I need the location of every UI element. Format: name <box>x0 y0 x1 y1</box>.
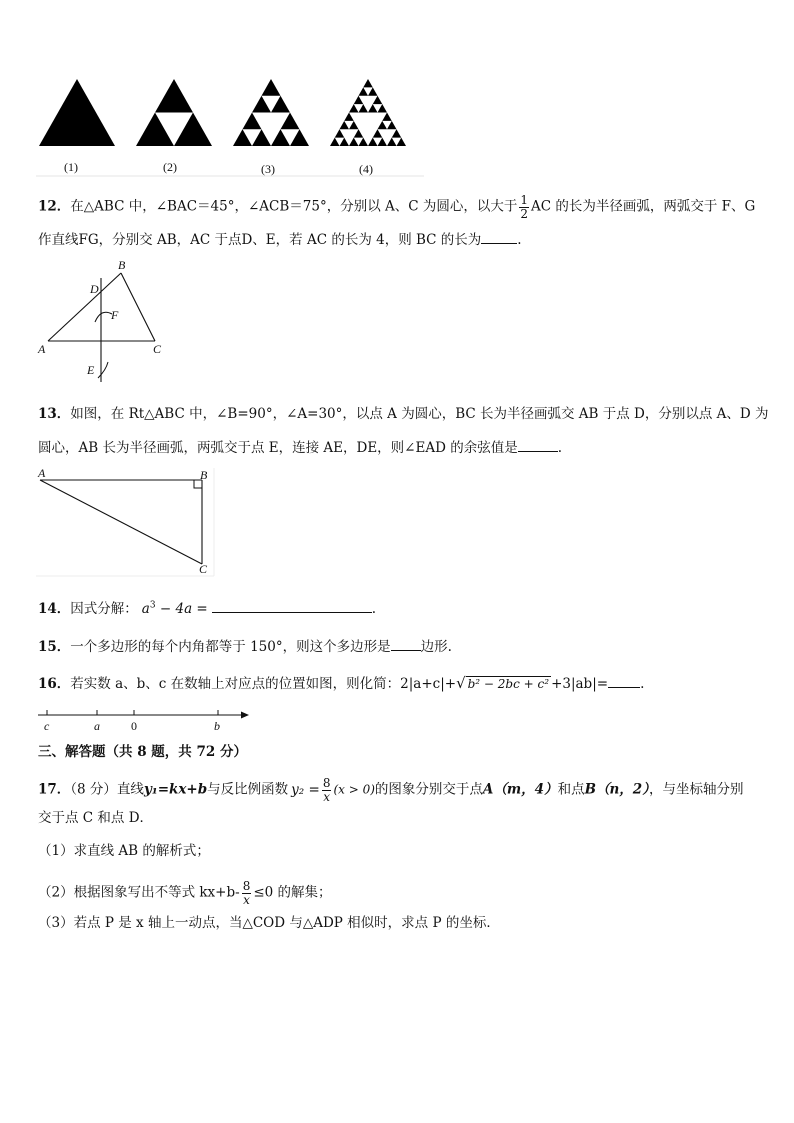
q15-number: 15． <box>38 639 71 655</box>
q16-text-a: 若实数 a、b、c 在数轴上对应点的位置如图，则化简：2|a+c|+ <box>70 676 457 692</box>
sierpinski-label-3: (3) <box>261 162 275 176</box>
q17-fraction <box>322 777 332 803</box>
q12-text-2: 作直线FG，分别交 AB，AC 于点D、E，若 AC 的长为 4，则 BC 的长为 <box>38 232 482 248</box>
q17-text-d: 和点 <box>557 781 585 798</box>
q12-triangle-diagram <box>34 256 174 386</box>
q17-sub2-fraction <box>242 880 252 906</box>
axis-label-0: 0 <box>131 719 137 733</box>
sqrt-icon: √ <box>456 674 466 692</box>
q17-sub2-b: ≤0 的解集； <box>253 884 332 901</box>
q17-number: 17． <box>38 781 71 798</box>
q17-line2: 交于点 C 和点 D． <box>38 810 154 826</box>
sierpinski-stage-3 <box>233 79 309 146</box>
q17-point-b: B（n，2） <box>584 781 649 798</box>
q12-label-D: D <box>90 282 99 296</box>
q16-text-b: +3|ab|= <box>551 676 609 692</box>
sierpinski-stage-4 <box>330 79 406 146</box>
q12-fraction <box>519 194 529 220</box>
q14-text: 因式分解： <box>70 601 138 617</box>
section3-heading: 三、解答题（共 8 题，共 72 分） <box>38 744 247 760</box>
q13-right-triangle <box>36 466 216 578</box>
q12-label-C: C <box>153 342 162 356</box>
q12-answer-blank[interactable] <box>481 231 517 244</box>
q13-line2 <box>38 439 562 456</box>
q16-answer-blank[interactable] <box>608 675 640 688</box>
q17-sub2-a: （2）根据图象写出不等式 kx+b- <box>38 884 240 901</box>
q13-period: . <box>557 440 563 456</box>
q13-figure <box>36 466 216 578</box>
q14-expr-sup: 3 <box>149 600 156 611</box>
q17-y2: y₂ = <box>291 781 320 798</box>
q12-figure <box>34 256 174 386</box>
q13-label-A: A <box>38 466 46 480</box>
sierpinski-figure <box>36 76 424 180</box>
q17-sub2-den: x <box>243 892 250 907</box>
q12-frac-num: 1 <box>520 193 528 207</box>
q13-label-B: B <box>200 468 208 482</box>
q15-text-a: 一个多边形的每个内角都等于 150°，则这个多边形是 <box>70 639 391 655</box>
q17-line1 <box>38 777 743 803</box>
q17-y1: y₁=kx+b <box>143 781 208 798</box>
q14-period: . <box>371 601 377 617</box>
axis-label-b: b <box>214 719 220 733</box>
q16-number: 16． <box>38 676 71 692</box>
q15-answer-blank[interactable] <box>391 638 421 651</box>
sierpinski-stage-1 <box>39 79 115 146</box>
q13-text-1: 如图，在 Rt△ABC 中，∠B=90°，∠A=30°，以点 A 为圆心，BC 长为半径画弧交 AB 于点 D，分别以点 A、D 为 <box>70 406 769 422</box>
q17-text-c: 的图象分别交于点 <box>374 781 483 798</box>
q15-text-b: 边形. <box>420 639 452 655</box>
q16-period: . <box>640 676 645 692</box>
q12-text-1a: 在△ABC 中，∠BAC＝45°，∠ACB＝75°，分别以 A、C 为圆心，以大于 <box>70 198 518 215</box>
q17-frac-den: x <box>323 789 331 804</box>
sierpinski-label-2: (2) <box>163 160 177 174</box>
q12-text-1b: AC 的长为半径画弧，两弧交于 F、G <box>531 198 756 215</box>
q16-number-line <box>36 706 252 736</box>
q13-text-2: 圆心，AB 长为半径画弧，两弧交于点 E，连接 AE，DE，则∠EAD 的余弦值是 <box>38 440 518 456</box>
q12-line2 <box>38 231 522 248</box>
q17-sub3: （3）若点 P 是 x 轴上一动点，当△COD 与△ADP 相似时，求点 P 的坐标． <box>38 915 500 931</box>
q17-text-a: 直线 <box>116 781 144 798</box>
q12-label-B: B <box>118 258 126 272</box>
sierpinski-label-1: (1) <box>64 160 78 174</box>
q17-score: （8 分） <box>70 781 117 798</box>
q13-line1 <box>38 408 769 422</box>
q17-sub1: （1）求直线 AB 的解析式； <box>38 843 210 859</box>
q17-condition: (x > 0) <box>333 782 375 797</box>
q12-frac-den: 2 <box>520 206 528 221</box>
q17-point-a: A（m，4） <box>482 781 558 798</box>
q17-text-e: ，与坐标轴分别 <box>648 781 744 798</box>
q14-number: 14． <box>38 601 71 617</box>
q17-text-b: 与反比例函数 <box>207 781 289 798</box>
q14-answer-blank[interactable] <box>212 600 372 613</box>
q13-label-C: C <box>199 562 208 576</box>
axis-label-c: c <box>44 719 50 733</box>
sierpinski-label-4: (4) <box>359 162 373 176</box>
q17-sub2-num: 8 <box>242 879 251 893</box>
q12-label-E: E <box>87 363 95 377</box>
q14-line <box>38 600 376 617</box>
axis-label-a: a <box>94 719 100 733</box>
q12-label-A: A <box>38 342 46 356</box>
q14-expr-rest: − 4a = <box>155 601 208 617</box>
q13-number: 13． <box>38 406 71 422</box>
q12-label-F: F <box>111 308 119 322</box>
q16-line <box>38 675 644 692</box>
q15-line <box>38 638 452 655</box>
q12-number: 12． <box>38 198 71 215</box>
q14-expr-a: a <box>141 601 150 617</box>
q16-sqrt-body: b² − 2bc + c² <box>467 677 550 691</box>
q12-period: . <box>517 232 522 248</box>
q17-frac-num: 8 <box>322 776 331 790</box>
q13-answer-blank[interactable] <box>518 439 558 452</box>
sierpinski-stage-2 <box>136 79 212 146</box>
q17-sub2 <box>38 880 332 906</box>
q12-line1 <box>38 194 755 220</box>
